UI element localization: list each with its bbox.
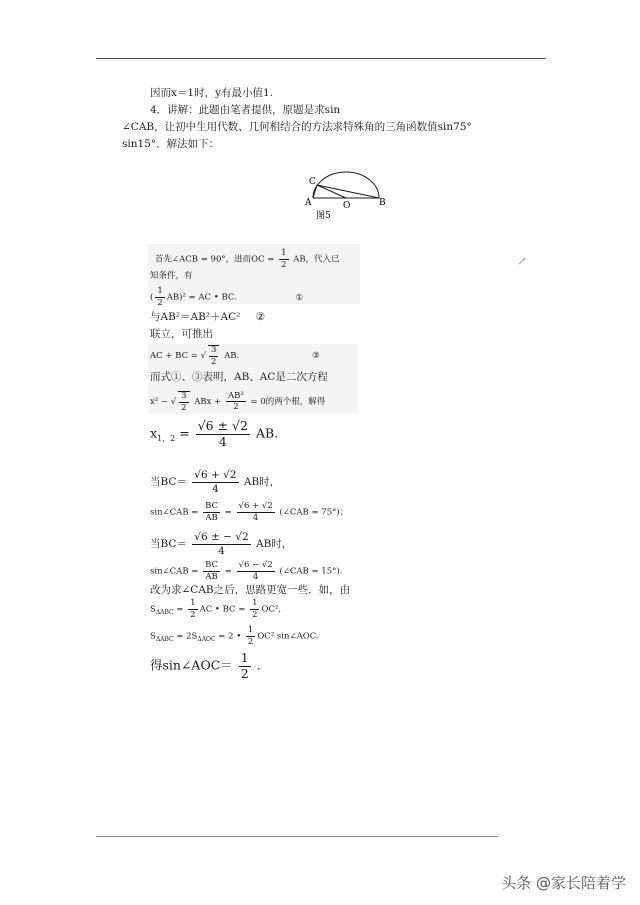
step11-pre: sin∠CAB = bbox=[150, 566, 199, 577]
frac-den: 2 bbox=[181, 402, 187, 413]
step9-line bbox=[150, 502, 348, 522]
step13-mid: = bbox=[173, 604, 187, 615]
label-o: O bbox=[343, 201, 351, 211]
figure-5-diagram bbox=[300, 168, 390, 220]
step11-eq: = bbox=[224, 566, 232, 577]
step4-post: AB. bbox=[224, 351, 240, 361]
frac-num: 1 bbox=[240, 650, 249, 665]
step13-pre: S bbox=[150, 604, 156, 615]
frac-num: √6 ± − √2 bbox=[194, 531, 249, 543]
step11-fraction-1 bbox=[203, 561, 220, 581]
step1-line2: 知条件，有 bbox=[150, 271, 193, 281]
step7-post: AB. bbox=[255, 425, 279, 441]
step13-post2: OC², bbox=[261, 604, 282, 615]
step13-sub: ΔABC bbox=[155, 609, 174, 617]
step15-pre: 得sin∠AOC＝ bbox=[150, 657, 233, 673]
semicircle-arc bbox=[313, 172, 379, 198]
frac-num: √6 − √2 bbox=[238, 560, 273, 570]
frac-den: AB bbox=[205, 571, 218, 582]
step7-fraction bbox=[196, 420, 250, 448]
frac-den: 2 bbox=[281, 259, 287, 270]
sqrt-fraction: √ $\frac{3}{2}$ bbox=[171, 391, 192, 412]
frac-num: √6 + √2 bbox=[194, 469, 237, 481]
paragraph-explanation-cont: ∠CAB，让初中生用代数、几何相结合的方法求特殊角的三角函数值sin75° bbox=[122, 121, 472, 133]
step9-fraction-2 bbox=[237, 502, 275, 522]
step2-line bbox=[150, 310, 265, 324]
step14-sub: ΔABC bbox=[155, 636, 174, 644]
step11-line bbox=[150, 561, 342, 581]
step1-eq-fraction bbox=[155, 287, 164, 307]
step13-line bbox=[150, 599, 281, 619]
step14-pre: S bbox=[150, 631, 156, 642]
frac-num: 3 bbox=[181, 391, 187, 401]
step4-pre: AC + BC = bbox=[150, 351, 198, 361]
step6-mid: ABx + bbox=[194, 397, 222, 407]
frac-den: 4 bbox=[252, 512, 259, 523]
semicircle-diagram bbox=[300, 168, 390, 220]
step10-pre: 当BC＝ bbox=[150, 538, 187, 550]
step8-fraction bbox=[192, 470, 238, 494]
segment-cb bbox=[317, 185, 379, 198]
frac-den: 2 bbox=[190, 609, 196, 620]
step1-eq-post: AB)² = AC • BC. bbox=[166, 292, 237, 303]
step13-post: AC • BC = bbox=[199, 604, 249, 615]
step10-line bbox=[150, 532, 292, 556]
frac-den: 4 bbox=[218, 433, 227, 449]
step15-line bbox=[150, 652, 261, 680]
step11-fraction-2 bbox=[237, 561, 275, 581]
paragraph-min-value: 因而x＝1时，y有最小值1. bbox=[150, 87, 274, 99]
label-c: C bbox=[309, 177, 316, 187]
step14-mid2: = 2 • bbox=[215, 631, 244, 642]
step7-eq: = bbox=[179, 425, 190, 441]
step2-text: 与AB²＝AB²＋AC² bbox=[150, 311, 241, 323]
step14-fraction bbox=[246, 626, 255, 646]
step9-pre: sin∠CAB = bbox=[150, 507, 199, 518]
frac-den: 2 bbox=[247, 636, 254, 647]
step8-post: AB时， bbox=[243, 476, 281, 488]
step10-fraction bbox=[192, 532, 250, 556]
step10-post: AB时， bbox=[256, 538, 293, 550]
step15-fraction bbox=[239, 652, 251, 680]
frac-num: √6 + √2 bbox=[238, 501, 273, 511]
frac-den: AB bbox=[205, 512, 218, 523]
equation-tag-2: ② bbox=[255, 311, 266, 323]
step1-post: AB，代入已 bbox=[293, 254, 340, 265]
label-a: A bbox=[305, 198, 312, 208]
paragraph-method-intro: sin15°．解法如下： bbox=[122, 138, 220, 150]
cursor-icon: ↗ bbox=[517, 254, 528, 268]
frac-num: 1 bbox=[281, 248, 287, 258]
step1-fraction bbox=[279, 249, 288, 269]
step12-line: 改为求∠CAB之后，思路更宽一些．如，由 bbox=[150, 584, 351, 596]
step8-line bbox=[150, 470, 280, 494]
frac-den: 2 bbox=[233, 402, 239, 412]
step6-pre: x² − bbox=[150, 397, 169, 407]
figure-caption: 图5 bbox=[316, 211, 331, 220]
frac-den: 4 bbox=[212, 482, 219, 495]
paragraph-explanation: 4．讲解：此题由笔者提供，原题是求sin bbox=[150, 104, 341, 116]
frac-den: 4 bbox=[252, 571, 259, 582]
step1-equation bbox=[150, 287, 303, 307]
watermark: 头条 @家长陪着学 bbox=[501, 874, 626, 892]
frac-den: 2 bbox=[211, 356, 217, 367]
step9-fraction-1 bbox=[203, 502, 220, 522]
label-b: B bbox=[379, 198, 386, 208]
step3-line: 联立，可推出 bbox=[150, 328, 213, 340]
frac-den: 2 bbox=[157, 297, 163, 308]
frac-num: 3 bbox=[211, 345, 217, 355]
step4-line bbox=[150, 345, 320, 366]
frac-num: 1 bbox=[247, 625, 254, 635]
header-rule bbox=[96, 58, 546, 59]
step9-eq: = bbox=[224, 507, 232, 518]
step14-mid: = 2S bbox=[173, 631, 198, 642]
step9-post: (∠CAB = 75°)； bbox=[279, 507, 349, 518]
frac-num: AB² bbox=[228, 390, 244, 401]
step1-line1 bbox=[155, 249, 340, 269]
step6-line bbox=[150, 391, 325, 412]
step13-fraction-2 bbox=[250, 599, 259, 619]
step14-sub2: ΔAOC bbox=[197, 636, 216, 644]
frac-num: 1 bbox=[190, 598, 196, 608]
step15-post: . bbox=[256, 657, 261, 673]
step1-pre: 首先∠ACB = 90°，进而OC = bbox=[155, 254, 275, 265]
sqrt-fraction: √ $\frac{3}{2}$ bbox=[201, 345, 222, 366]
step11-post: (∠CAB = 15°). bbox=[279, 566, 343, 577]
step6-post: = 0的两个根，解得 bbox=[250, 397, 326, 407]
frac-num: BC bbox=[205, 560, 219, 570]
step7-pre: x bbox=[150, 425, 158, 441]
frac-den: 4 bbox=[218, 544, 225, 557]
segment-oc bbox=[317, 185, 346, 198]
footer-rule bbox=[96, 836, 498, 837]
frac-num: 1 bbox=[157, 286, 163, 296]
paren-open: ( bbox=[150, 292, 154, 303]
equation-tag-3: ③ bbox=[311, 351, 320, 361]
step6-fraction bbox=[226, 392, 246, 412]
frac-num: √6 ± √2 bbox=[197, 418, 248, 433]
frac-den: 2 bbox=[252, 609, 258, 620]
step8-pre: 当BC＝ bbox=[150, 476, 187, 488]
frac-num: BC bbox=[205, 501, 219, 511]
frac-num: 1 bbox=[252, 598, 258, 608]
equation-tag-1: ① bbox=[295, 292, 304, 303]
step7-sub: 1，2 bbox=[157, 434, 176, 443]
step14-post: OC² sin∠AOC. bbox=[257, 631, 319, 642]
step7-line bbox=[150, 420, 278, 448]
step13-fraction-1 bbox=[188, 599, 197, 619]
step5-line: 而式①、③表明，AB、AC是二次方程 bbox=[150, 371, 328, 383]
frac-den: 2 bbox=[240, 665, 249, 681]
step14-line bbox=[150, 626, 319, 646]
